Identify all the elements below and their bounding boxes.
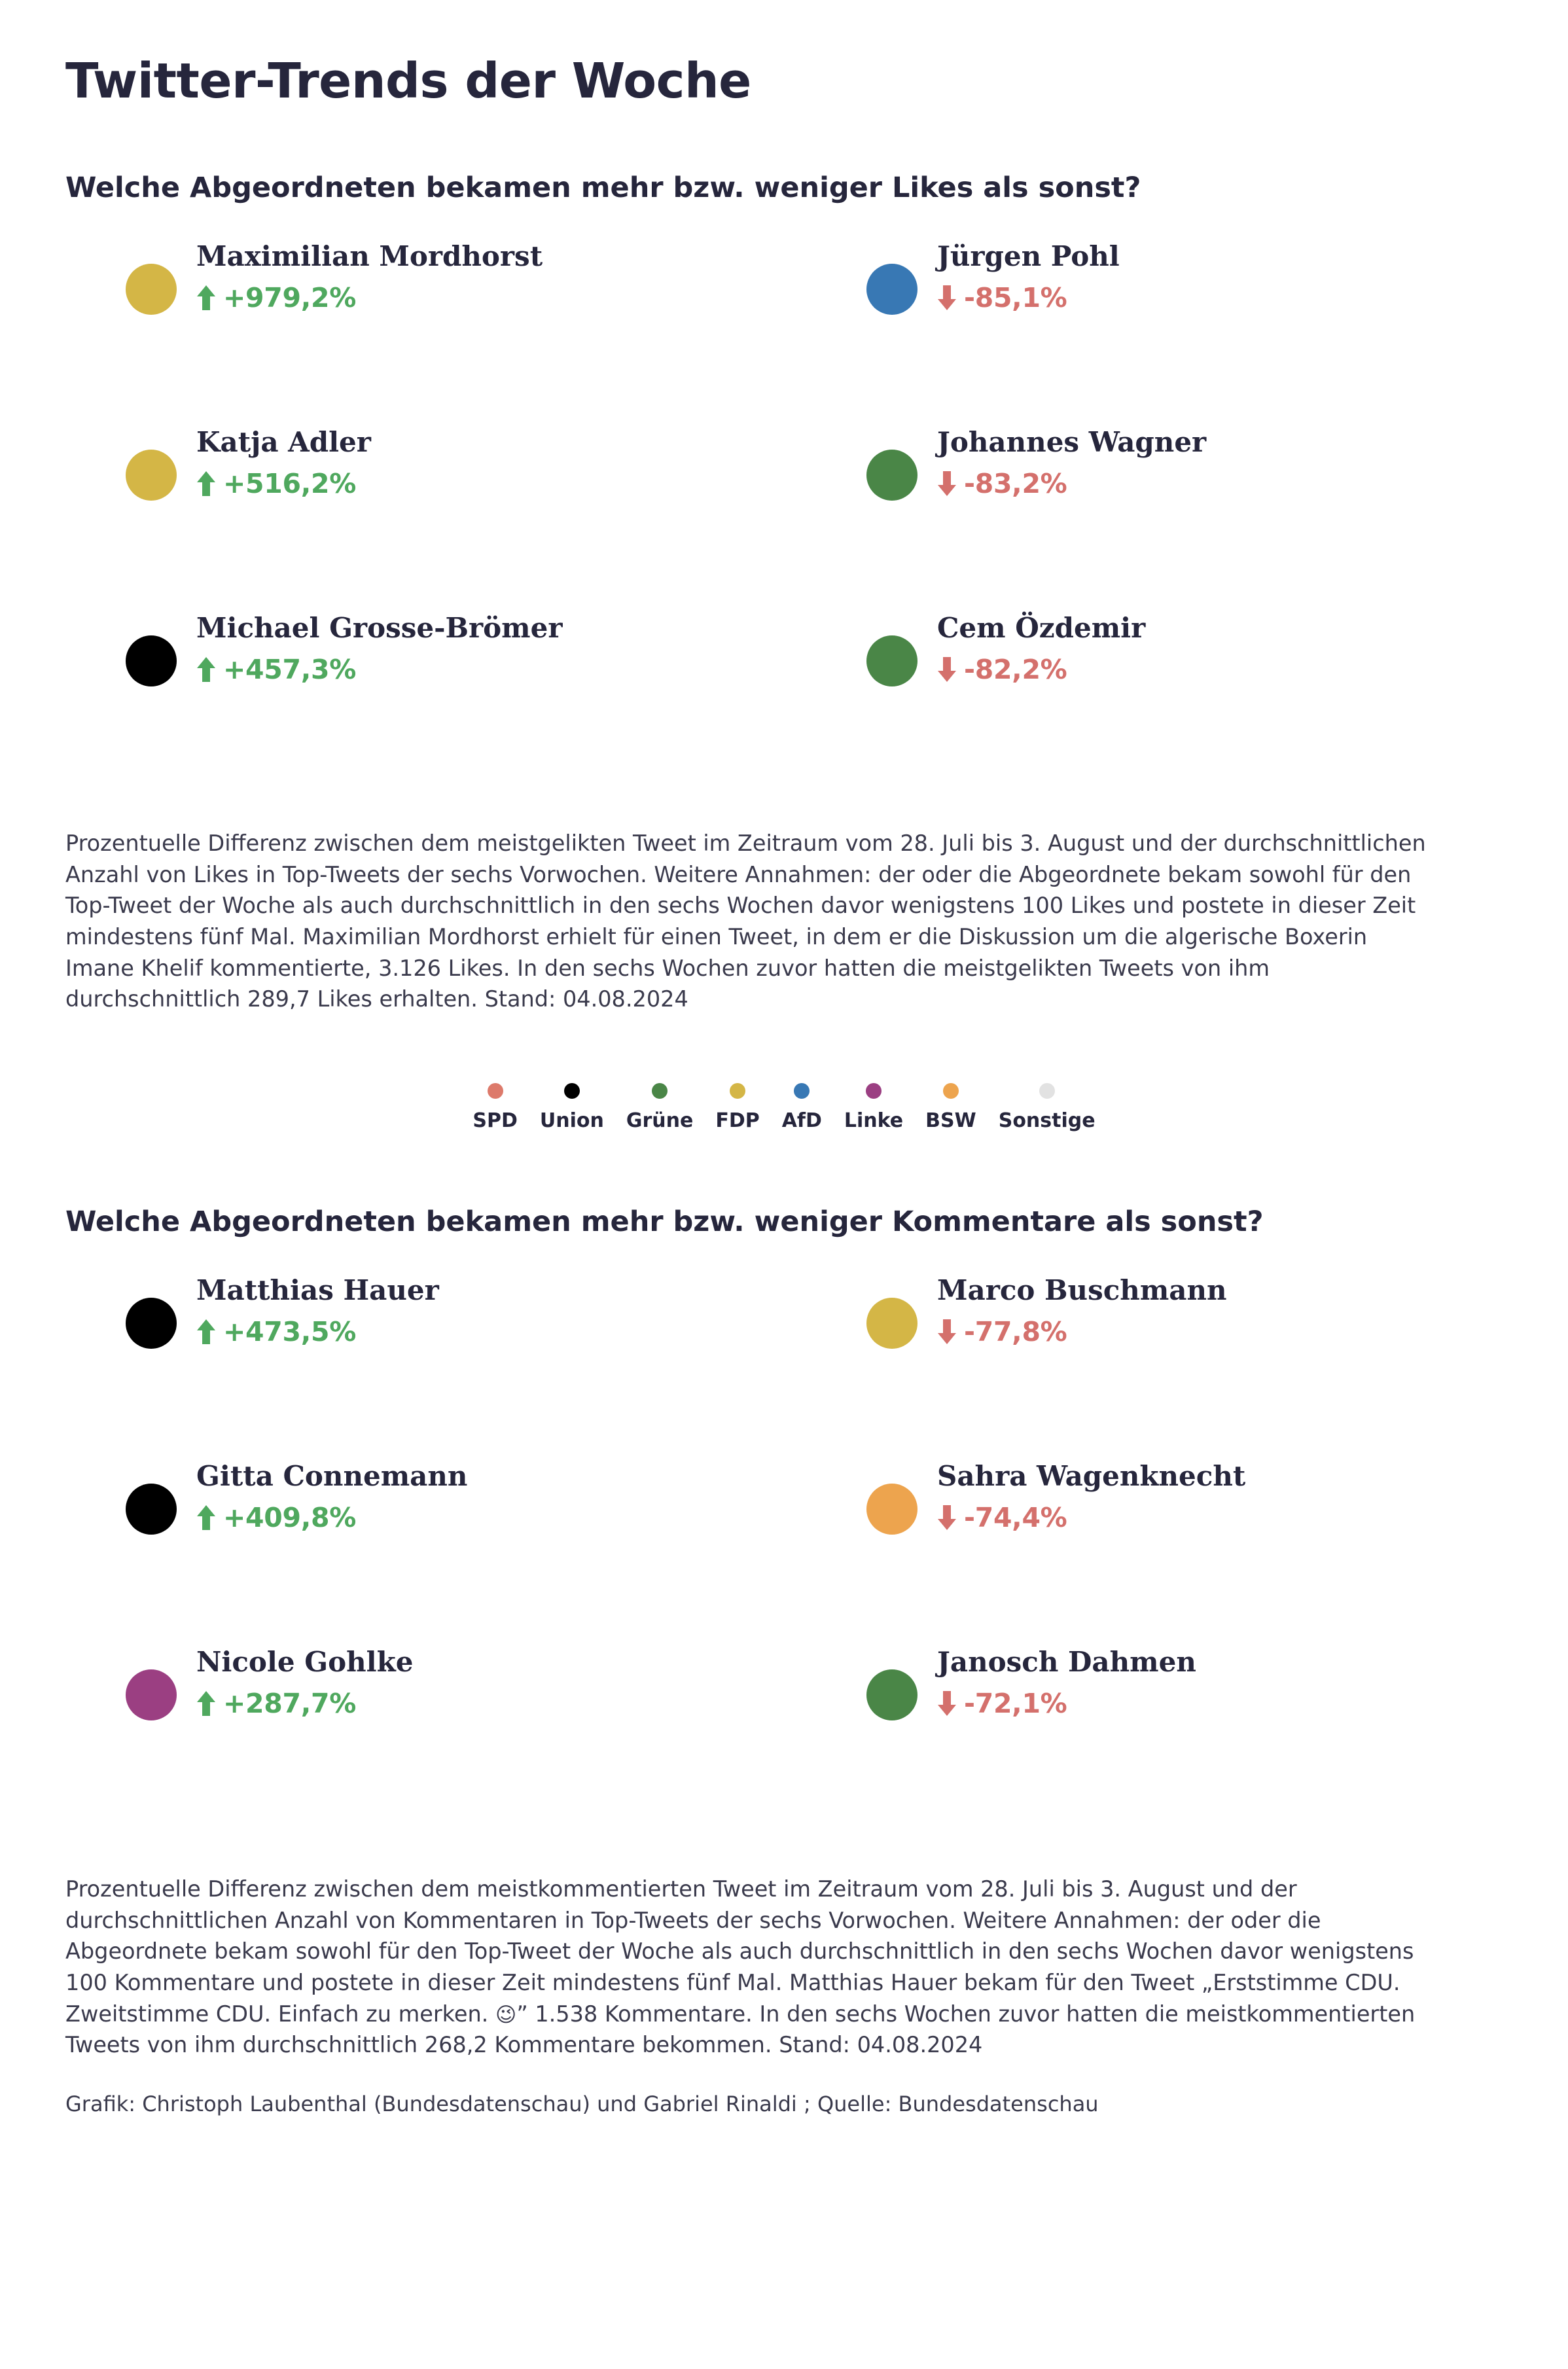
person-change-value: +409,8% [223, 1502, 357, 1534]
person-entry [65, 427, 784, 613]
party-color-dot [126, 635, 177, 686]
party-dot-wrap [806, 1275, 937, 1349]
person-info [196, 1647, 413, 1719]
person-info [937, 1461, 1245, 1533]
winking-face-emoji: 😉 [495, 2003, 517, 2027]
legend-color-dot [488, 1083, 503, 1099]
person-change-value: +473,5% [223, 1316, 357, 1348]
arrow-down-icon [937, 1319, 957, 1345]
legend-label: AfD [781, 1109, 822, 1132]
person-change-value: +516,2% [223, 468, 357, 500]
person-entry [784, 1461, 1503, 1647]
party-dot-wrap [806, 1647, 937, 1720]
arrow-up-icon [196, 656, 216, 683]
person-name: Janosch Dahmen [937, 1646, 1196, 1679]
person-entry [784, 427, 1503, 613]
person-entry [65, 1647, 784, 1833]
arrow-up-icon [196, 1319, 216, 1345]
legend-item-sonstige [988, 1083, 1107, 1132]
person-change [937, 1502, 1245, 1533]
person-change [196, 1316, 439, 1347]
note-comments: Prozentuelle Differenz zwischen dem meistkommentierten Tweet im Zeitraum vom 28. Juli bis 3. August und der durchschnittlichen Anzahl von Kommentaren in Top-Tweets der sechs Vorwochen. Weitere Annahmen: der oder die Abgeordnete bekam sowohl für den Top-Tweet der Woche als auch durchschnittlich in den sechs Wochen davor wenigstens 100 Kommentare und postete in dieser Zeit mindestens fünf Mal. Matthias Hauer bekam für den Tweet „Erststimme CDU. Zweitstimme CDU. Einfach zu merken. 😉” 1.538 Kommentare. In den sechs Wochen zuvor hatten die meistkommentierten Tweets von ihm durchschnittlich 268,2 Kommentare bekommen. Stand: 04.08.2024 [65, 1876, 1416, 2058]
party-color-dot [866, 1484, 918, 1535]
party-color-dot [126, 264, 177, 315]
person-name: Nicole Gohlke [196, 1646, 414, 1679]
person-entry [784, 241, 1503, 427]
person-change [937, 1688, 1196, 1719]
person-name: Katja Adler [196, 426, 371, 459]
person-change-value: -77,8% [964, 1316, 1067, 1348]
arrow-down-icon [937, 1690, 957, 1717]
legend-item-linke [833, 1083, 914, 1132]
legend-color-dot [1039, 1083, 1055, 1099]
legend-color-dot [652, 1083, 668, 1099]
section-heading-comments: Welche Abgeordneten bekamen mehr bzw. weniger Kommentare als sonst? [65, 1205, 1264, 1238]
legend-label: Union [539, 1109, 604, 1132]
person-entry [784, 613, 1503, 799]
person-info [196, 241, 543, 313]
arrow-up-icon [196, 285, 216, 311]
person-name: Cem Özdemir [937, 612, 1146, 645]
party-color-dot [866, 264, 918, 315]
person-change-value: -72,1% [964, 1688, 1067, 1720]
party-color-dot [866, 1669, 918, 1720]
legend-label: FDP [715, 1109, 760, 1132]
person-change-value: -85,1% [964, 282, 1067, 314]
legend-item-grüne [615, 1083, 704, 1132]
party-color-dot [126, 450, 177, 501]
legend-label: SPD [472, 1109, 518, 1132]
party-color-dot [126, 1484, 177, 1535]
person-entry [65, 241, 784, 427]
credit-line: Grafik: Christoph Laubenthal (Bundesdatenschau) und Gabriel Rinaldi ; Quelle: Bundesdatenschau [65, 2091, 1099, 2116]
arrow-down-icon [937, 471, 957, 497]
page-title: Twitter-Trends der Woche [65, 53, 751, 109]
arrow-up-icon [196, 1690, 216, 1717]
person-info [937, 613, 1145, 685]
person-entry [65, 1461, 784, 1647]
legend-item-bsw [914, 1083, 988, 1132]
party-color-dot [866, 635, 918, 686]
person-name: Michael Grosse-Brömer [196, 612, 563, 645]
legend-item-spd [461, 1083, 529, 1132]
legend-color-dot [730, 1083, 745, 1099]
party-color-dot [866, 1298, 918, 1349]
person-change-value: -83,2% [964, 468, 1067, 500]
arrow-down-icon [937, 1505, 957, 1531]
legend-color-dot [564, 1083, 580, 1099]
legend-label: Sonstige [998, 1109, 1096, 1132]
arrow-up-icon [196, 1505, 216, 1531]
party-dot-wrap [65, 613, 196, 686]
person-change [196, 654, 562, 685]
person-name: Matthias Hauer [196, 1274, 439, 1307]
note-likes: Prozentuelle Differenz zwischen dem meistgelikten Tweet im Zeitraum vom 28. Juli bis 3. August und der durchschnittlichen Anzahl von Likes in Top-Tweets der sechs Vorwochen. Weitere Annahmen: der oder die Abgeordnete bekam sowohl für den Top-Tweet der Woche als auch durchschnittlich in den sechs Wochen davor wenigstens 100 Likes und postete in dieser Zeit mindestens fünf Mal. Maximilian Mordhorst erhielt für einen Tweet, in dem er die Diskussion um die algerische Boxerin Imane Khelif kommentierte, 3.126 Likes. In den sechs Wochen zuvor hatten die meistgelikten Tweets von ihm durchschnittlich 289,7 Likes erhalten. Stand: 04.08.2024 [65, 830, 1426, 1012]
party-dot-wrap [806, 241, 937, 315]
arrow-down-icon [937, 285, 957, 311]
person-change-value: +457,3% [223, 654, 357, 686]
legend-label: BSW [925, 1109, 976, 1132]
person-change [937, 1316, 1227, 1347]
person-info [196, 613, 562, 685]
person-change [937, 282, 1120, 313]
legend-item-afd [771, 1083, 833, 1132]
legend-color-dot [866, 1083, 882, 1099]
legend-color-dot [943, 1083, 959, 1099]
legend-label: Linke [844, 1109, 904, 1132]
party-color-dot [866, 450, 918, 501]
person-name: Sahra Wagenknecht [937, 1460, 1246, 1493]
person-entry [65, 613, 784, 799]
person-name: Maximilian Mordhorst [196, 240, 543, 273]
legend-item-fdp [704, 1083, 770, 1132]
person-name: Jürgen Pohl [937, 240, 1120, 273]
person-entry [784, 1275, 1503, 1461]
person-change-value: +287,7% [223, 1688, 357, 1720]
party-color-dot [126, 1298, 177, 1349]
legend-item-union [529, 1083, 615, 1132]
arrow-up-icon [196, 471, 216, 497]
person-info [196, 427, 371, 499]
person-change [196, 1502, 467, 1533]
party-color-dot [126, 1669, 177, 1720]
people-grid-likes [65, 241, 1503, 799]
person-info [196, 1461, 467, 1533]
person-entry [65, 1275, 784, 1461]
party-dot-wrap [806, 1461, 937, 1535]
person-info [937, 241, 1120, 313]
person-info [937, 427, 1206, 499]
person-change-value: -74,4% [964, 1502, 1067, 1534]
person-info [196, 1275, 439, 1347]
party-dot-wrap [65, 241, 196, 315]
party-legend [65, 1083, 1503, 1132]
person-name: Marco Buschmann [937, 1274, 1227, 1307]
party-dot-wrap [65, 427, 196, 501]
person-change [937, 468, 1206, 499]
party-dot-wrap [65, 1647, 196, 1720]
person-change [196, 468, 371, 499]
person-change [937, 654, 1145, 685]
legend-color-dot [794, 1083, 810, 1099]
person-change [196, 1688, 413, 1719]
party-dot-wrap [65, 1461, 196, 1535]
person-name: Johannes Wagner [937, 426, 1207, 459]
section-heading-likes: Welche Abgeordneten bekamen mehr bzw. weniger Likes als sonst? [65, 171, 1141, 204]
party-dot-wrap [806, 427, 937, 501]
person-change-value: +979,2% [223, 282, 357, 314]
person-entry [784, 1647, 1503, 1833]
person-name: Gitta Connemann [196, 1460, 468, 1493]
party-dot-wrap [65, 1275, 196, 1349]
person-change-value: -82,2% [964, 654, 1067, 686]
party-dot-wrap [806, 613, 937, 686]
person-info [937, 1275, 1227, 1347]
arrow-down-icon [937, 656, 957, 683]
person-change [196, 282, 543, 313]
people-grid-comments [65, 1275, 1503, 1833]
person-info [937, 1647, 1196, 1719]
legend-label: Grüne [626, 1109, 694, 1132]
